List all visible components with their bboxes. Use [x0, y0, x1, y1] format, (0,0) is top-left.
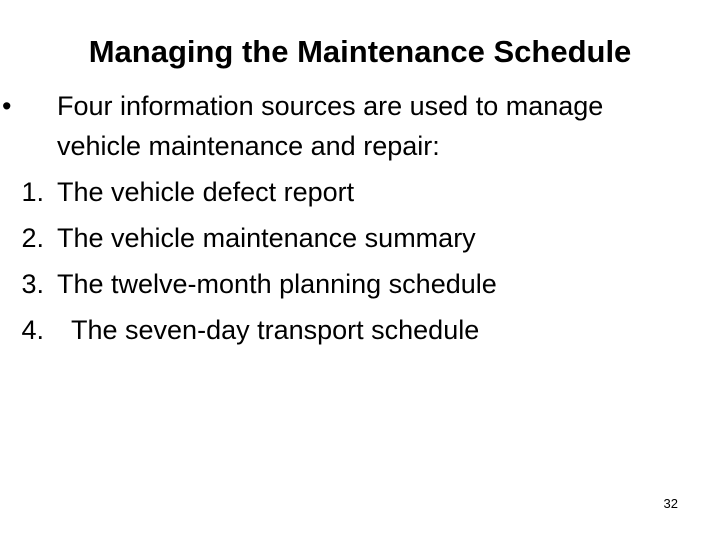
- list-item-text: The vehicle maintenance summary: [57, 223, 476, 253]
- page-number: 32: [663, 496, 678, 511]
- intro-text-line-2: vehicle maintenance and repair:: [57, 131, 440, 161]
- list-item-text: The twelve-month planning schedule: [57, 269, 497, 299]
- intro-text-line-1: Four information sources are used to manage: [57, 91, 604, 121]
- list-item-number: 1.: [21, 177, 44, 207]
- bullet-marker: •: [2, 91, 12, 121]
- list-item-number: 4.: [21, 315, 44, 345]
- list-item-number: 3.: [21, 269, 44, 299]
- list-item-text: The vehicle defect report: [57, 177, 355, 207]
- list-item-number: 2.: [21, 223, 44, 253]
- slide-title: Managing the Maintenance Schedule: [88, 34, 632, 69]
- list-item-text: The seven-day transport schedule: [71, 315, 480, 345]
